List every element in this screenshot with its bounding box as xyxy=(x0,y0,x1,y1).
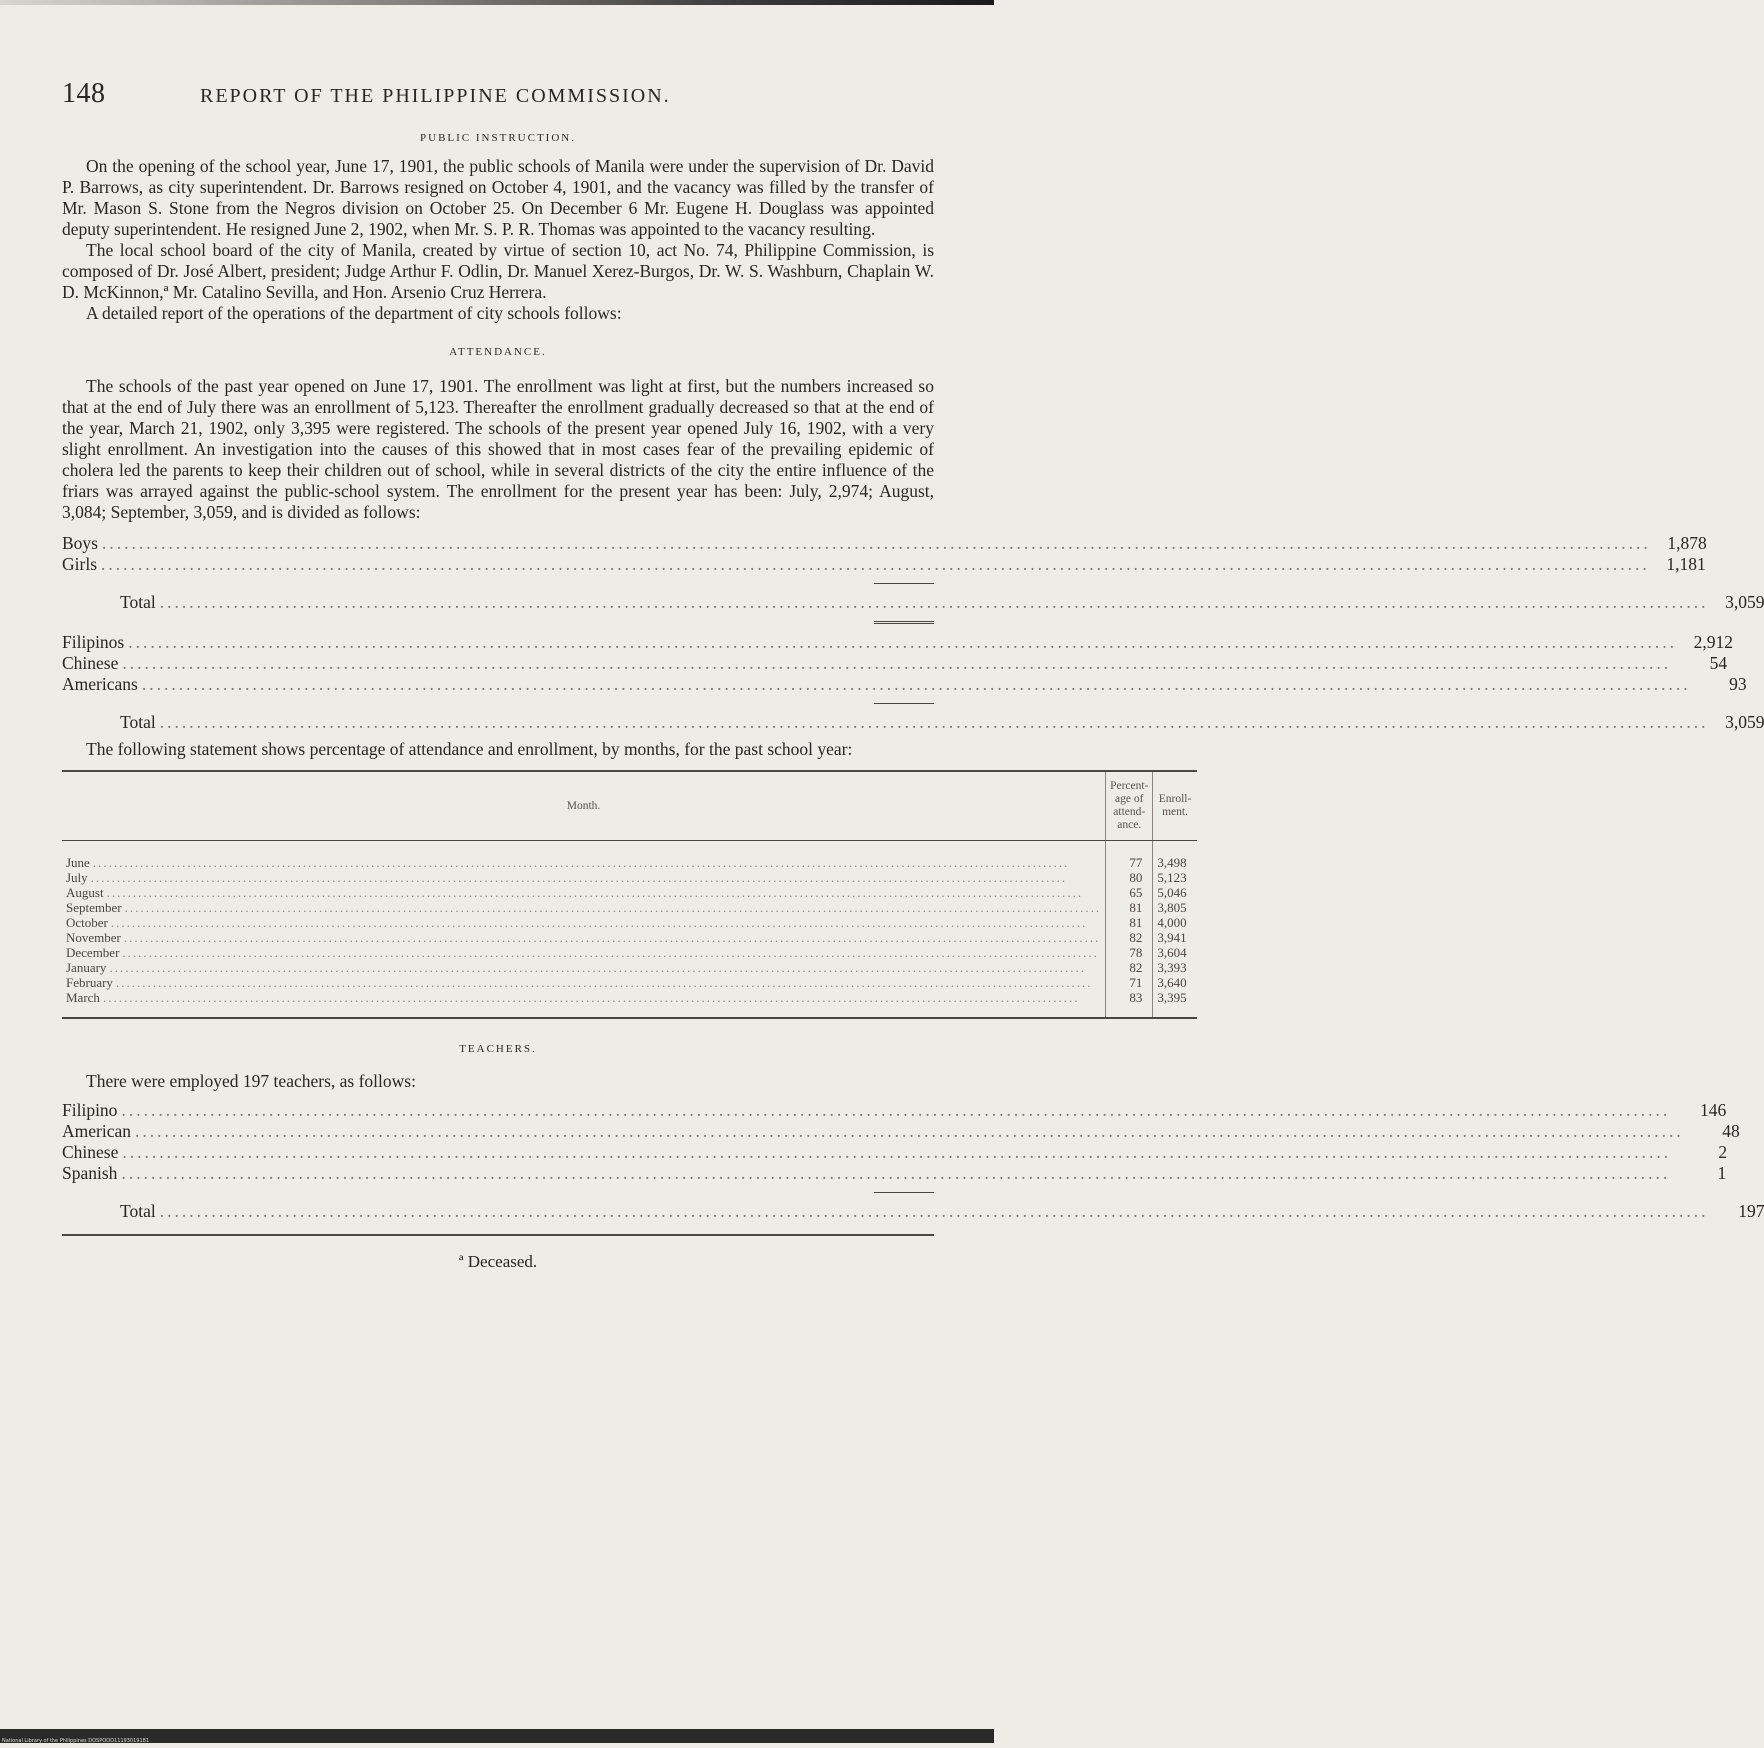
enrollment-cell: 5,123 xyxy=(1153,870,1197,885)
month-label: March xyxy=(66,990,100,1005)
dot-leader xyxy=(125,900,1102,915)
dot-leader xyxy=(122,945,1101,960)
row-value: 1,878 xyxy=(1667,533,1707,553)
leader-row xyxy=(62,653,1728,674)
row-value: 2 xyxy=(1718,1142,1728,1162)
month-label: January xyxy=(66,960,107,975)
dot-leader xyxy=(142,674,1691,695)
running-title: REPORT OF THE PHILIPPINE COMMISSION. xyxy=(200,85,671,107)
enrollment-cell: 3,640 xyxy=(1153,975,1197,990)
percentage-cell: 78 xyxy=(1106,945,1153,960)
table-row xyxy=(62,841,1197,871)
month-label: July xyxy=(66,870,88,885)
month-cell xyxy=(62,975,1106,990)
dot-leader xyxy=(103,990,1101,1005)
percentage-cell: 71 xyxy=(1106,975,1153,990)
leader-row xyxy=(62,533,1707,554)
row-label: Boys xyxy=(62,533,98,553)
month-label: September xyxy=(66,900,122,915)
enrollment-cell: 3,941 xyxy=(1153,930,1197,945)
paragraph: On the opening of the school year, June 17, 1901, the public schools of Manila were under the supervision of Dr. David P. Barrows, as city superintendent. Dr. Barrows resigned on October 4, 1901, and the vacancy was filled by the transfer of Mr. Mason S. Stone from the Negros division on October 25. On December 6 Mr. Eugene H. Douglass was appointed deputy superintendent. He resigned June 2, 1902, when Mr. S. P. R. Thomas was appointed to the vacancy resulting. xyxy=(62,156,934,239)
paragraph: The following statement shows percentage of attendance and enrollment, by months, for the past school year: xyxy=(86,739,853,759)
dot-leader xyxy=(107,885,1102,900)
table-row xyxy=(62,885,1197,900)
month-cell xyxy=(62,885,1106,900)
month-cell xyxy=(62,915,1106,930)
row-value: 1 xyxy=(1717,1163,1727,1183)
month-cell xyxy=(62,870,1106,885)
row-value: 1,181 xyxy=(1666,554,1706,574)
row-value: 146 xyxy=(1699,1100,1727,1120)
percentage-cell: 83 xyxy=(1106,990,1153,1018)
row-value: 3,059 xyxy=(1725,712,1764,732)
percentage-cell: 82 xyxy=(1106,960,1153,975)
percentage-cell: 80 xyxy=(1106,870,1153,885)
table-row xyxy=(62,900,1197,915)
dot-leader xyxy=(121,1163,1670,1184)
month-label: June xyxy=(66,855,90,870)
dot-leader xyxy=(111,915,1101,930)
footnote: ª Deceased. xyxy=(458,1252,538,1271)
month-cell xyxy=(62,945,1106,960)
enrollment-cell: 4,000 xyxy=(1153,915,1197,930)
column-header-percentage: Percent- age of attend- ance. xyxy=(1106,771,1153,841)
row-value: 48 xyxy=(1722,1121,1740,1141)
enrollment-by-nationality xyxy=(62,632,1764,733)
table-row xyxy=(62,930,1197,945)
table-row xyxy=(62,990,1197,1018)
total-row xyxy=(62,1201,1764,1222)
leader-row xyxy=(62,1163,1727,1184)
total-row xyxy=(62,592,1764,613)
row-label: Total xyxy=(120,1201,156,1221)
enrollment-cell: 3,393 xyxy=(1153,960,1197,975)
page-number: 148 xyxy=(62,78,106,109)
column-header-month: Month. xyxy=(62,771,1106,841)
row-label: Filipinos xyxy=(62,632,125,652)
row-label: Total xyxy=(120,592,156,612)
enrollment-cell: 3,805 xyxy=(1153,900,1197,915)
dot-leader xyxy=(109,960,1101,975)
month-label: February xyxy=(66,975,113,990)
month-cell xyxy=(62,990,1106,1018)
row-label: Total xyxy=(120,712,156,732)
percentage-cell: 82 xyxy=(1106,930,1153,945)
table-row xyxy=(62,915,1197,930)
document-page xyxy=(62,78,1764,1272)
row-label: Chinese xyxy=(62,1142,119,1162)
dot-leader xyxy=(102,533,1651,554)
table-row xyxy=(62,960,1197,975)
month-cell xyxy=(62,930,1106,945)
sum-rule-double xyxy=(874,621,934,624)
dot-leader xyxy=(91,870,1101,885)
total-row xyxy=(62,712,1764,733)
table-body xyxy=(62,841,1197,1019)
dot-leader xyxy=(160,712,1709,733)
row-label: Americans xyxy=(62,674,138,694)
row-label: American xyxy=(62,1121,131,1141)
footnote-rule xyxy=(62,1234,934,1236)
dot-leader xyxy=(128,632,1677,653)
sum-rule xyxy=(874,703,934,704)
section-heading-teachers: TEACHERS. xyxy=(459,1043,537,1055)
month-cell xyxy=(62,960,1106,975)
enrollment-by-sex xyxy=(62,533,1764,624)
row-value: 54 xyxy=(1709,653,1728,673)
scan-credit: National Library of the Philippines DOSPOOO11193019181 xyxy=(2,1738,150,1744)
enrollment-cell: 3,498 xyxy=(1153,841,1197,871)
row-value: 197 xyxy=(1738,1201,1764,1221)
month-cell xyxy=(62,900,1106,915)
percentage-cell: 81 xyxy=(1106,915,1153,930)
percentage-cell: 77 xyxy=(1106,841,1153,871)
dot-leader xyxy=(101,554,1650,575)
month-label: November xyxy=(66,930,121,945)
percentage-cell: 81 xyxy=(1106,900,1153,915)
row-value: 3,059 xyxy=(1725,592,1764,612)
paragraph: A detailed report of the operations of the department of city schools follows: xyxy=(86,303,622,323)
month-cell xyxy=(62,841,1106,871)
dot-leader xyxy=(160,1201,1709,1222)
row-label: Filipino xyxy=(62,1100,118,1120)
leader-row xyxy=(62,674,1747,695)
sum-rule xyxy=(874,583,934,584)
row-label: Spanish xyxy=(62,1163,118,1183)
table-row xyxy=(62,870,1197,885)
sum-rule xyxy=(874,1192,934,1193)
row-label: Chinese xyxy=(62,653,119,673)
leader-row xyxy=(62,1142,1728,1163)
percentage-cell: 65 xyxy=(1106,885,1153,900)
dot-leader xyxy=(135,1121,1684,1142)
teachers-list xyxy=(62,1100,1764,1222)
table-header-row xyxy=(62,771,1197,841)
dot-leader xyxy=(93,855,1101,870)
leader-row xyxy=(62,554,1706,575)
paragraph: The schools of the past year opened on June 17, 1901. The enrollment was light at first, but the numbers increased so that at the end of July there was an enrollment of 5,123. Thereafter the enrollment gradually decreased so that at the end of the year, March 21, 1902, only 3,395 were registered. The schools of the present year opened July 16, 1902, with a very slight enrollment. An investigation into the causes of this showed that in most cases fear of the prevailing epidemic of cholera led the parents to keep their children out of school, while in several districts of the city the entire influence of the friars was arrayed against the public-school system. The enrollment for the present year has been: July, 2,974; August, 3,084; September, 3,059, and is divided as follows: xyxy=(62,376,934,522)
section-heading-public-instruction: PUBLIC INSTRUCTION. xyxy=(420,132,576,144)
table-row xyxy=(62,975,1197,990)
monthly-attendance-table xyxy=(62,770,1197,1019)
enrollment-cell: 3,604 xyxy=(1153,945,1197,960)
scan-credit-strip xyxy=(0,1729,994,1743)
page-edge xyxy=(0,0,994,5)
paragraph: There were employed 197 teachers, as follows: xyxy=(86,1071,416,1091)
leader-row xyxy=(62,632,1733,653)
month-label: December xyxy=(66,945,120,960)
leader-row xyxy=(62,1100,1727,1121)
dot-leader xyxy=(122,653,1671,674)
row-value: 2,912 xyxy=(1693,632,1733,652)
section-heading-attendance: ATTENDANCE. xyxy=(449,346,547,358)
table-row xyxy=(62,945,1197,960)
month-label: August xyxy=(66,885,104,900)
dot-leader xyxy=(116,975,1101,990)
month-label: October xyxy=(66,915,108,930)
column-header-enrollment: Enroll- ment. xyxy=(1153,771,1197,841)
enrollment-cell: 5,046 xyxy=(1153,885,1197,900)
paragraph: The local school board of the city of Manila, created by virtue of section 10, act No. 74, Philippine Commission, is composed of Dr. José Albert, president; Judge Arthur F. Odlin, Dr. Manuel Xerez-Burgos, Dr. W. S. Washburn, Chaplain W. D. McKinnon,ª Mr. Catalino Sevilla, and Hon. Arsenio Cruz Herrera. xyxy=(62,240,934,302)
dot-leader xyxy=(160,592,1709,613)
leader-row xyxy=(62,1121,1740,1142)
row-label: Girls xyxy=(62,554,97,574)
enrollment-cell: 3,395 xyxy=(1153,990,1197,1018)
dot-leader xyxy=(121,1100,1670,1121)
row-value: 93 xyxy=(1729,674,1747,694)
running-head xyxy=(62,78,934,118)
dot-leader xyxy=(124,930,1101,945)
dot-leader xyxy=(122,1142,1671,1163)
